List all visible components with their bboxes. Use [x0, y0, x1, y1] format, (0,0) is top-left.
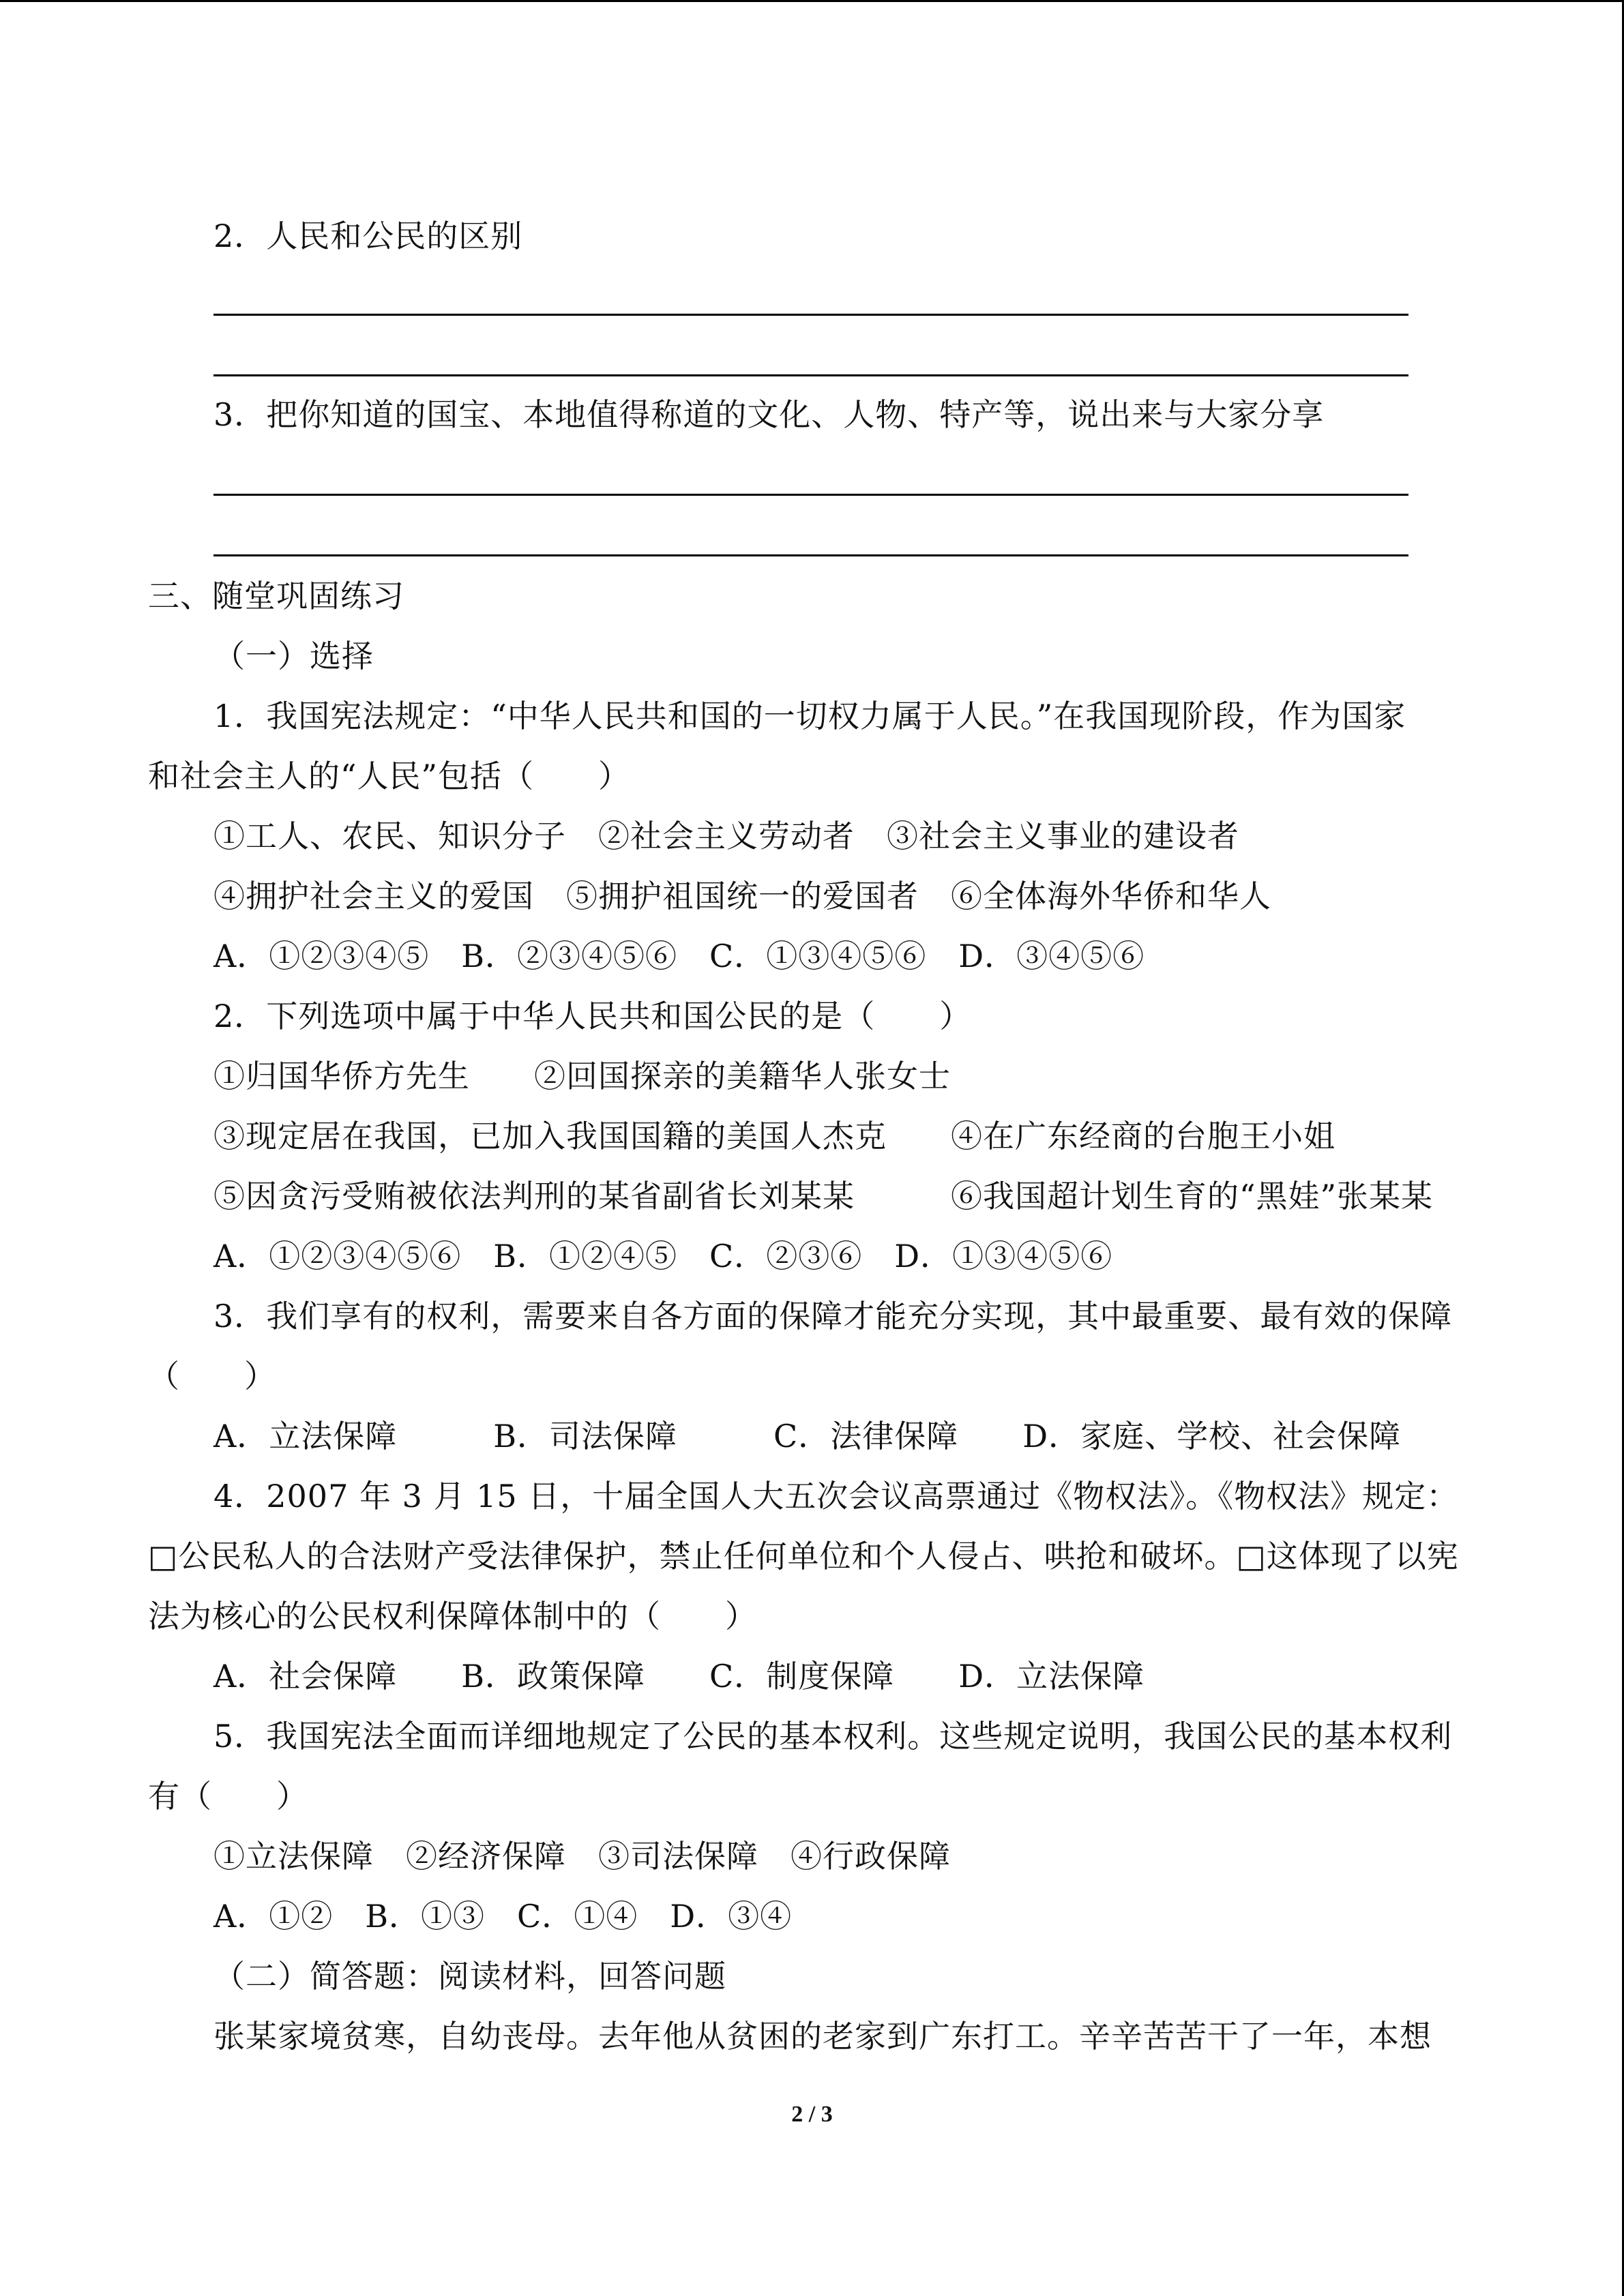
- subsection-choice: （一）选择: [213, 638, 374, 674]
- mc-question-2-items: ⑤因贪污受贿被依法判刑的某省副省长刘某某 ⑥我国超计划生育的“黑娃”张某某: [213, 1178, 1434, 1214]
- subsection-short-answer: （二）简答题：阅读材料，回答问题: [213, 1958, 726, 1995]
- mc-question-4-cont: □公民私人的合法财产受法律保护，禁止任何单位和个人侵占、哄抢和破坏。□这体现了以宪: [148, 1538, 1459, 1575]
- answer-line: [213, 374, 1408, 376]
- mc-question-5-options: A．①② B．①③ C．①④ D．③④: [213, 1898, 793, 1935]
- mc-question-4-cont: 法为核心的公民权利保障体制中的（ ）: [148, 1598, 757, 1635]
- mc-question-3-cont: （ ）: [148, 1358, 276, 1395]
- mc-question-1-items: ①工人、农民、知识分子 ②社会主义劳动者 ③社会主义事业的建设者: [213, 818, 1239, 854]
- mc-question-2-items: ①归国华侨方先生 ②回国探亲的美籍华人张女士: [213, 1058, 951, 1094]
- answer-line: [213, 554, 1408, 556]
- mc-question-2: 2．下列选项中属于中华人民共和国公民的是（ ）: [213, 998, 972, 1034]
- reading-material: 张某家境贫寒，自幼丧母。去年他从贫困的老家到广东打工。辛辛苦苦干了一年，本想: [213, 2018, 1432, 2055]
- mc-question-1-items: ④拥护社会主义的爱国 ⑤拥护祖国统一的爱国者 ⑥全体海外华侨和华人: [213, 878, 1271, 914]
- page-number: 2 / 3: [791, 2102, 833, 2127]
- mc-question-5: 5．我国宪法全面而详细地规定了公民的基本权利。这些规定说明，我国公民的基本权利: [213, 1718, 1453, 1755]
- answer-line: [213, 494, 1408, 496]
- mc-question-1-options: A．①②③④⑤ B．②③④⑤⑥ C．①③④⑤⑥ D．③④⑤⑥: [213, 938, 1145, 974]
- mc-question-4-options: A．社会保障 B．政策保障 C．制度保障 D．立法保障: [213, 1658, 1145, 1695]
- mc-question-1: 1．我国宪法规定：“中华人民共和国的一切权力属于人民。”在我国现阶段，作为国家: [213, 698, 1406, 734]
- mc-question-4: 4．2007 年 3 月 15 日，十届全国人大五次会议高票通过《物权法》。《物权法》规定：: [213, 1478, 1459, 1515]
- mc-question-2-options: A．①②③④⑤⑥ B．①②④⑤ C．②③⑥ D．①③④⑤⑥: [213, 1238, 1113, 1274]
- question-2-prompt: 2．人民和公民的区别: [213, 218, 523, 254]
- page-top-border: [0, 0, 1624, 2]
- section-heading: 三、随堂巩固练习: [148, 578, 404, 614]
- mc-question-3-options: A．立法保障 B．司法保障 C．法律保障 D．家庭、学校、社会保障: [213, 1418, 1402, 1455]
- question-3-prompt: 3．把你知道的国宝、本地值得称道的文化、人物、特产等，说出来与大家分享: [213, 396, 1325, 433]
- mc-question-2-items: ③现定居在我国，已加入我国国籍的美国人杰克 ④在广东经商的台胞王小姐: [213, 1118, 1335, 1154]
- mc-question-1-cont: 和社会主人的“人民”包括（ ）: [148, 758, 631, 794]
- answer-line: [213, 314, 1408, 316]
- mc-question-3: 3．我们享有的权利，需要来自各方面的保障才能充分实现，其中最重要、最有效的保障: [213, 1298, 1453, 1335]
- mc-question-5-items: ①立法保障 ②经济保障 ③司法保障 ④行政保障: [213, 1838, 951, 1875]
- mc-question-5-cont: 有（ ）: [148, 1778, 308, 1815]
